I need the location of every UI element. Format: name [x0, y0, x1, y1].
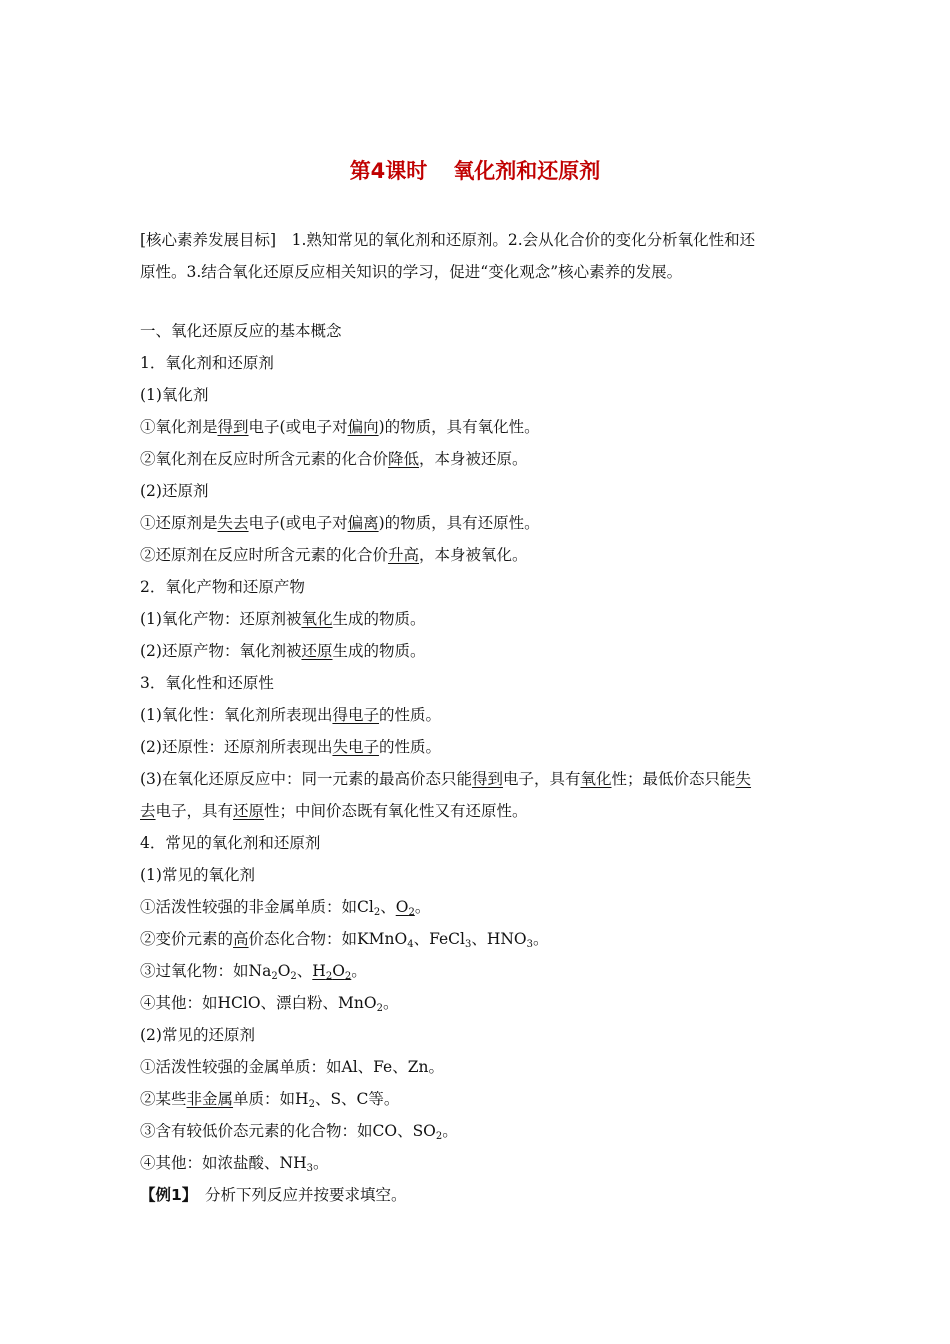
reductant-example-2: ②某些非金属单质：如$H_2$、S、C等。: [140, 1090, 400, 1110]
item-heading-3: 3．氧化性和还原性: [140, 674, 274, 692]
reductant-example-3: ③含有较低价态元素的化合物：如CO、$SO_2$。: [140, 1122, 458, 1142]
subheading-oxidant: (1)氧化剂: [140, 386, 209, 404]
oxidation-product: (1)氧化产物：还原剂被氧化生成的物质。: [140, 610, 426, 628]
lesson-topic: 氧化剂和还原剂: [453, 159, 601, 183]
example-label: 【例1】: [140, 1186, 190, 1204]
reductant-example-4: ④其他：如浓盐酸、$NH_3$。: [140, 1154, 329, 1174]
subheading-common-reductants: (2)常见的还原剂: [140, 1026, 255, 1044]
reducing-property: (2)还原性：还原剂所表现出失电子的性质。: [140, 738, 441, 756]
oxidant-example-4: ④其他：如HClO、漂白粉、MnO$_2$。: [140, 994, 399, 1014]
item-heading-2: 2．氧化产物和还原产物: [140, 578, 305, 596]
subheading-common-oxidants: (1)常见的氧化剂: [140, 866, 255, 884]
lesson-title: [0, 157, 950, 185]
reduction-product: (2)还原产物：氧化剂被还原生成的物质。: [140, 642, 426, 660]
oxidant-def-2: ②氧化剂在反应时所含元素的化合价降低，本身被还原。: [140, 450, 528, 468]
reductant-example-1: ①活泼性较强的金属单质：如Al、Fe、Zn。: [140, 1058, 444, 1076]
oxidant-def-1: ①氧化剂是得到电子(或电子对偏向)的物质，具有氧化性。: [140, 418, 540, 436]
oxidant-example-3: ③过氧化物：如$Na_2O_2$、$H_2O_2$。: [140, 962, 367, 982]
oxidant-example-1: ①活泼性较强的非金属单质：如$Cl_2$、$O_2$。: [140, 898, 431, 918]
lesson-number: 第4课时: [349, 159, 428, 183]
goals-line-2: 原性。3.结合氧化还原反应相关知识的学习，促进“变化观念”核心素养的发展。: [140, 263, 683, 281]
valence-rule-line-1: (3)在氧化还原反应中：同一元素的最高价态只能得到电子，具有氧化性；最低价态只能失: [140, 770, 752, 788]
example-prompt: 分析下列反应并按要求填空。: [189, 1186, 407, 1204]
section-heading: 一、氧化还原反应的基本概念: [140, 322, 342, 340]
subheading-reductant: (2)还原剂: [140, 482, 209, 500]
item-heading-4: 4．常见的氧化剂和还原剂: [140, 834, 321, 852]
item-heading-1: 1．氧化剂和还原剂: [140, 354, 274, 372]
oxidant-example-2: ②变价元素的高价态化合物：如KMnO$_4$、FeCl$_3$、$HNO_3$。: [140, 930, 549, 950]
reductant-def-2: ②还原剂在反应时所含元素的化合价升高，本身被氧化。: [140, 546, 528, 564]
reductant-def-1: ①还原剂是失去电子(或电子对偏离)的物质，具有还原性。: [140, 514, 540, 532]
valence-rule-line-2: 去电子，具有还原性；中间价态既有氧化性又有还原性。: [140, 802, 528, 820]
goals-line-1: [核心素养发展目标] 1.熟知常见的氧化剂和还原剂。2.会从化合价的变化分析氧化性和还: [140, 231, 756, 249]
oxidizing-property: (1)氧化性：氧化剂所表现出得电子的性质。: [140, 706, 441, 724]
example-1: [140, 1184, 820, 1206]
